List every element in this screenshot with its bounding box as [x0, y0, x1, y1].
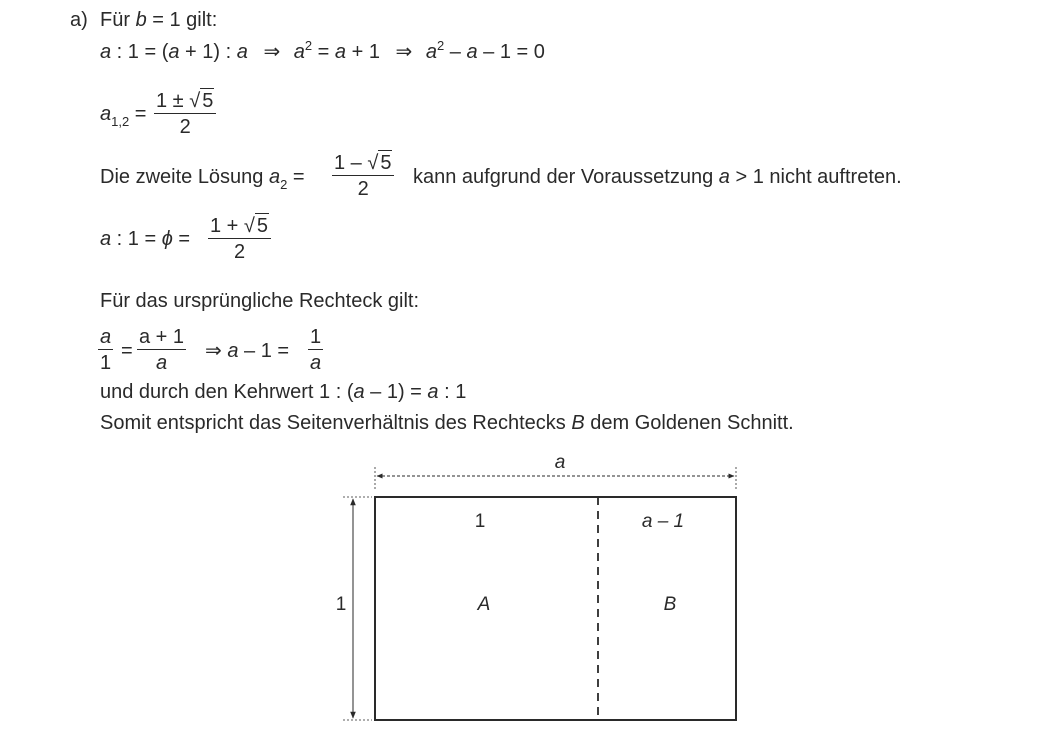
second-solution-reason: kann aufgrund der Voraussetzung a > 1 nicht auftreten.	[413, 166, 902, 188]
reciprocal-line: und durch den Kehrwert 1 : (a – 1) = a : 1	[100, 381, 467, 403]
equals-sign: =	[121, 340, 133, 362]
solution-lhs: $a_{1,2}$ =	[100, 103, 147, 129]
ratio-equation: a : 1 = (a + 1) : a ⇒ $a^2 = a + 1$ ⇒ $a^2 - a - 1 = 0$	[100, 38, 545, 63]
fraction-line-mid: ⇒ a – 1 =	[205, 340, 290, 362]
part-a-width-label: 1	[474, 511, 486, 532]
fraction-a-plus-1-over-a: a + 1 a	[139, 326, 185, 374]
solution-fraction: 1 ± √ 5 2	[154, 88, 216, 137]
rectangle-a-label: A	[477, 594, 491, 615]
original-rectangle-text: Für das ursprüngliche Rechteck gilt:	[100, 290, 420, 312]
left-dimension-label: 1	[335, 594, 347, 615]
implies-arrow: ⇒	[395, 41, 413, 63]
part-label: a)	[70, 9, 88, 31]
golden-ratio-lhs: a : 1 = ϕ =	[100, 228, 191, 250]
second-solution-fraction: 1 – √ 5 2	[332, 150, 394, 199]
part-b-width-label: a – 1	[641, 511, 685, 532]
second-solution-text: Die zweite Lösung $a_2$ =	[100, 166, 305, 192]
implies-arrow: ⇒	[263, 41, 281, 63]
implies-arrow: ⇒	[205, 340, 222, 362]
top-dimension-label: a	[554, 452, 566, 473]
fraction-1-over-a: 1 a	[310, 326, 322, 374]
golden-ratio-fraction: 1 + √ 5 2	[208, 213, 271, 262]
conclusion-line: Somit entspricht das Seitenverhältnis des Rechtecks B dem Goldenen Schnitt.	[100, 412, 794, 434]
fraction-a-over-1: a 1	[100, 326, 112, 374]
rectangle-b-label: B	[663, 594, 677, 615]
condition-line: Für b = 1 gilt:	[100, 9, 218, 31]
